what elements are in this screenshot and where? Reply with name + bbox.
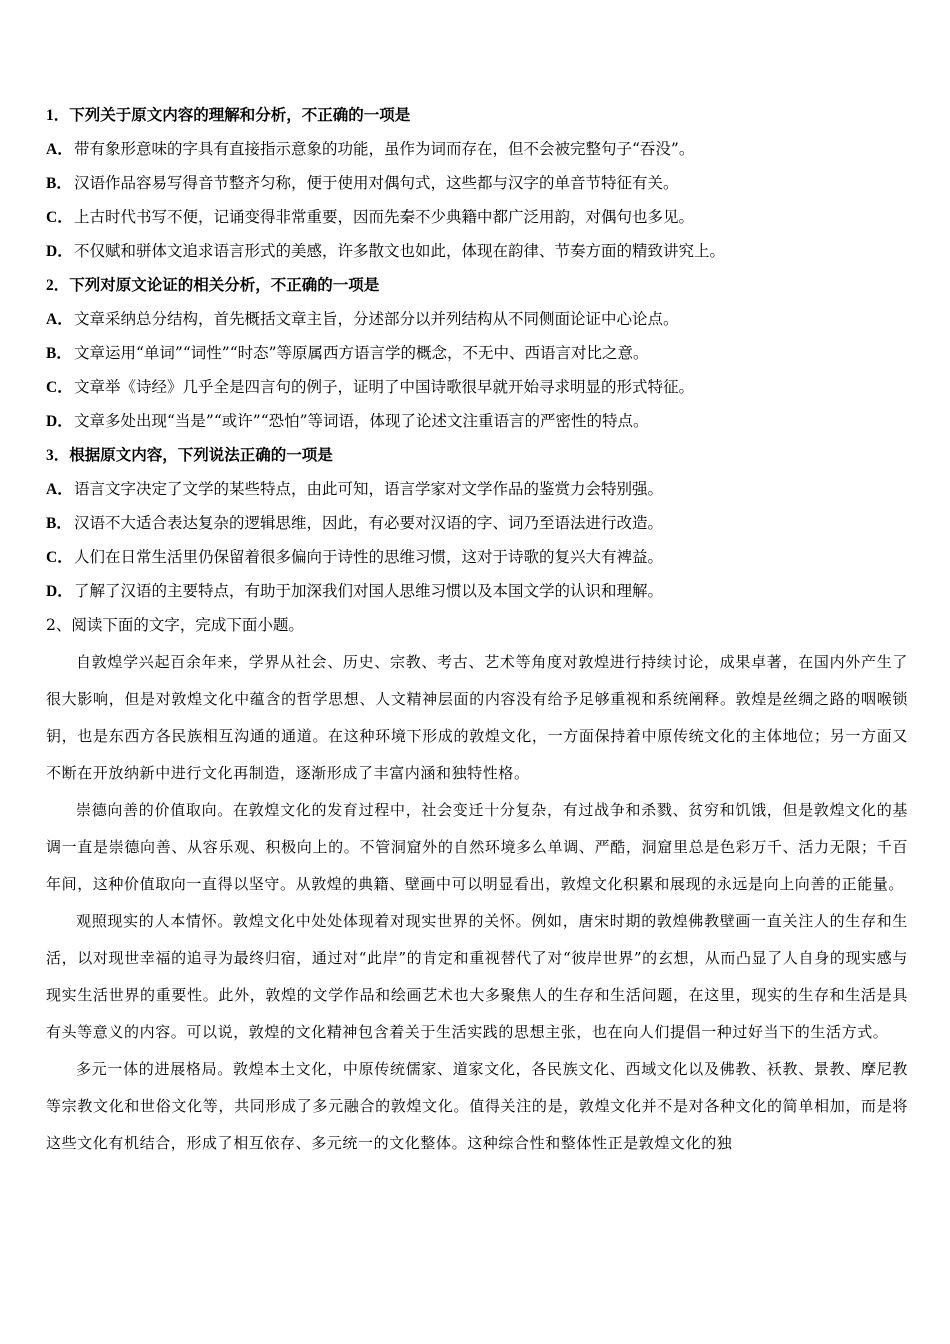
question-number: 2． <box>46 277 70 294</box>
option-text: 文章多处出现“当是”“或许”“恐怕”等词语，体现了论述文注重语言的严密性的特点。 <box>74 412 649 430</box>
question-number: 3． <box>46 447 70 464</box>
option-text: 了解了汉语的主要特点，有助于加深我们对国人思维习惯以及本国文学的认识和理解。 <box>74 582 664 600</box>
passage-paragraph: 观照现实的人本情怀。敦煌文化中处处体现着对现实世界的关怀。例如，唐宋时期的敦煌佛教壁画一直关注人的生存和生活，以对现世幸福的追寻为最终归宿，通过对“此岸”的肯定和重视替代了对“彼岸世界”的玄想，从而凸显了人自身的现实感与现实生活世界的重要性。此外，敦煌的文学作品和绘画艺术也大多聚焦人的生存和生活问题，在这里，现实的生存和生活是具有头等意义的内容。可以说，敦煌的文化精神包含着关于生活实践的思想主张，也在向人们提倡一种过好当下的生活方式。 <box>46 912 908 1041</box>
option-letter: A． <box>46 141 73 158</box>
question-1-option-c <box>46 200 908 234</box>
option-text: 汉语作品容易写得音节整齐匀称，便于使用对偶句式，这些都与汉字的单音节特征有关。 <box>74 174 679 192</box>
question-1-option-a <box>46 132 908 166</box>
option-text: 不仅赋和骈体文追求语言形式的美感，许多散文也如此，体现在韵律、节奏方面的精致讲究上。 <box>74 242 726 260</box>
question-3-option-c <box>46 540 908 574</box>
option-text: 汉语不大适合表达复杂的逻辑思维，因此，有必要对汉语的字、词乃至语法进行改造。 <box>74 514 664 532</box>
question-3-option-a <box>46 472 908 506</box>
option-letter: D． <box>46 583 73 600</box>
section-heading: 2、阅读下面的文字，完成下面小题。 <box>46 616 304 634</box>
option-text: 上古时代书写不便，记诵变得非常重要，因而先秦不少典籍中都广泛用韵，对偶句也多见。 <box>74 208 695 226</box>
question-2-option-b <box>46 336 908 370</box>
question-2-option-a <box>46 302 908 336</box>
option-letter: A． <box>46 311 73 328</box>
option-text: 文章采纳总分结构，首先概括文章主旨，分述部分以并列结构从不同侧面论证中心论点。 <box>74 310 679 328</box>
question-2-stem <box>46 268 908 302</box>
option-letter: B． <box>46 345 72 362</box>
option-text: 带有象形意味的字具有直接指示意象的功能，虽作为词而存在，但不会被完整句子“吞没”。 <box>74 140 695 158</box>
question-text: 根据原文内容，下列说法正确的一项是 <box>69 445 333 464</box>
option-letter: C． <box>46 379 73 396</box>
document-page <box>46 98 908 1162</box>
question-1-option-d <box>46 234 908 268</box>
option-letter: D． <box>46 413 73 430</box>
option-text: 文章运用“单词”“词性”“时态”等原属西方语言学的概念，不无中、西语言对比之意。 <box>74 344 649 362</box>
option-letter: B． <box>46 515 72 532</box>
question-text: 下列关于原文内容的理解和分析，不正确的一项是 <box>69 105 411 124</box>
option-letter: B． <box>46 175 72 192</box>
passage-paragraph: 崇德向善的价值取向。在敦煌文化的发育过程中，社会变迁十分复杂，有过战争和杀戮、贫穷和饥饿，但是敦煌文化的基调一直是崇德向善、从容乐观、积极向上的。不管洞窟外的自然环境多么单调、严酷，洞窟里总是色彩万千、活力无限；千百年间，这种价值取向一直得以坚守。从敦煌的典籍、壁画中可以明显看出，敦煌文化积累和展现的永远是向上向善的正能量。 <box>46 801 908 893</box>
question-1-stem <box>46 98 908 132</box>
question-text: 下列对原文论证的相关分析，不正确的一项是 <box>69 275 380 294</box>
passage-paragraph: 自敦煌学兴起百余年来，学界从社会、历史、宗教、考古、艺术等角度对敦煌进行持续讨论，成果卓著，在国内外产生了很大影响，但是对敦煌文化中蕴含的哲学思想、人文精神层面的内容没有给予足够重视和系统阐释。敦煌是丝绸之路的咽喉锁钥，也是东西方各民族相互沟通的通道。在这种环境下形成的敦煌文化，一方面保持着中原传统文化的主体地位；另一方面又不断在开放纳新中进行文化再制造，逐渐形成了丰富内涵和独特性格。 <box>46 653 908 782</box>
reading-passage <box>46 644 908 1162</box>
question-2-option-d <box>46 404 908 438</box>
option-letter: A． <box>46 481 73 498</box>
question-number: 1． <box>46 107 70 124</box>
option-text: 文章举《诗经》几乎全是四言句的例子，证明了中国诗歌很早就开始寻求明显的形式特征。 <box>74 378 695 396</box>
option-letter: D． <box>46 243 73 260</box>
passage-paragraph: 多元一体的进展格局。敦煌本土文化，中原传统儒家、道家文化，各民族文化、西域文化以及佛教、袄教、景教、摩尼教等宗教文化和世俗文化等，共同形成了多元融合的敦煌文化。值得关注的是，敦煌文化并不是对各种文化的简单相加，而是将这些文化有机结合，形成了相互依存、多元统一的文化整体。这种综合性和整体性正是敦煌文化的独 <box>46 1060 908 1152</box>
question-3-option-b <box>46 506 908 540</box>
question-1-option-b <box>46 166 908 200</box>
option-text: 语言文字决定了文学的某些特点，由此可知，语言学家对文学作品的鉴赏力会特别强。 <box>74 480 664 498</box>
question-2-option-c <box>46 370 908 404</box>
question-3-option-d <box>46 574 908 608</box>
option-letter: C． <box>46 549 73 566</box>
option-letter: C． <box>46 209 73 226</box>
option-text: 人们在日常生活里仍保留着很多偏向于诗性的思维习惯，这对于诗歌的复兴大有裨益。 <box>74 548 664 566</box>
question-3-stem <box>46 438 908 472</box>
